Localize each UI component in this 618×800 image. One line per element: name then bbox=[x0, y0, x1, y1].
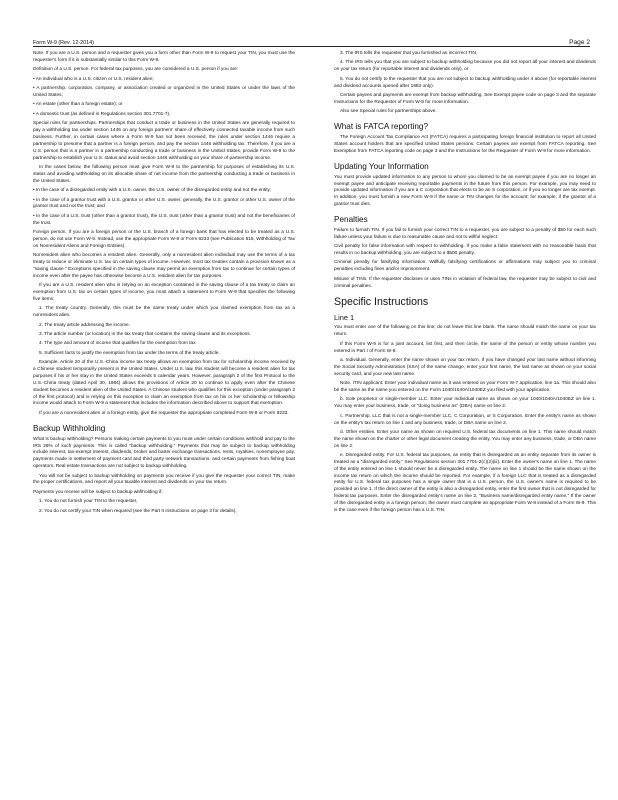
paragraph: Nonresident alien who becomes a resident alien. Generally, only a nonresident alien individual may use the terms of a tax treaty to reduce or eliminate U.S. tax on certain types of income. However, most tax treaties contain a provision known as a "saving clause." Exceptions specified in the saving clause may permit an exemption from tax to continue for certain types of income even after the payee has otherwise become a U.S. resident alien for tax purposes. bbox=[33, 253, 295, 279]
section-heading: Penalties bbox=[334, 214, 368, 224]
paragraph: Failure to furnish TIN. If you fail to furnish your correct TIN to a requester, you are subject to a penalty of $50 for each such failure unless your failure is due to reasonable cause and not to willful neglect. bbox=[334, 227, 596, 240]
paragraph: You must enter one of the following on this line; do not leave this line blank. The name should match the name on your tax return. bbox=[334, 325, 596, 338]
paragraph: b. Sole proprietor or single-member LLC. Enter your individual name as shown on your 1040/1040A/1040EZ on line 1. You may enter your business, trade, or "doing business as" (DBA) name on line 2. bbox=[334, 397, 596, 410]
paragraph: 3. The article number (or location) in the tax treaty that contains the saving clause and its exceptions. bbox=[39, 332, 251, 338]
paragraph: You will not be subject to backup withholding on payments you receive if you give the requester your correct TIN, make the proper certifications, and report all your taxable interest and dividends on your tax return. bbox=[33, 473, 295, 486]
paragraph: • A domestic trust (as defined in Regulations section 301.7701-7). bbox=[33, 111, 171, 117]
paragraph: In the cases below, the following person must give Form W-9 to the partnership for purposes of establishing its U.S. status and avoiding withholding on its allocable share of net income from the partnership conducting a trade or business in the United States. bbox=[33, 164, 295, 184]
paragraph: Payments you receive will be subject to backup withholding if: bbox=[33, 489, 163, 495]
paragraph: • In the case of a grantor trust with a U.S. grantor or other U.S. owner, generally, the U.S. grantor or other U.S. owner of the grantor trust and not the trust; and bbox=[33, 197, 295, 210]
paragraph: Civil penalty for false information with respect to withholding. If you make a false statement with no reasonable basis that results in no backup withholding, you are subject to a $500 penalty. bbox=[334, 244, 596, 256]
header-rule bbox=[33, 46, 590, 47]
section-heading: Updating Your Information bbox=[334, 161, 429, 171]
form-identifier: Form W-9 (Rev. 12-2014) bbox=[33, 40, 94, 46]
paragraph: c. Partnership, LLC that is not a single-member LLC, C Corporation, or S Corporation. Enter the entity's name as shown on the entity's tax return on line 1 and any business, trade, or DBA name on line 2. bbox=[334, 413, 596, 426]
paragraph: If this Form W-9 is for a joint account, list first, and then circle, the name of the person or entity whose number you entered in Part I of Form W-9. bbox=[334, 341, 596, 354]
paragraph: 3. The IRS tells the requester that you furnished an incorrect TIN, bbox=[340, 51, 478, 56]
section-heading: What is FATCA reporting? bbox=[334, 122, 429, 132]
paragraph: Special rules for partnerships. Partnerships that conduct a trade or business in the United States are generally required to pay a withholding tax under section 1446 on any foreign partners' share of effectively connected taxable income from such business. Further, in certain cases where a Form W-9 has not been received, the rules under section 1446 require a partnership to presume that a partner is a foreign person, and pay the section 1446 withholding tax. Therefore, if you are a U.S. person that is a partner in a partnership conducting a trade or business in the United States, provide Form W-9 to the partnership to establish your U.S. status and avoid section 1446 withholding on your share of partnership income. bbox=[33, 121, 295, 161]
paragraph: Note. If you are a U.S. person and a requester gives you a form other than Form W-9 to request your TIN, you must use the requester's form if it is substantially similar to this Form W-9. bbox=[33, 51, 295, 63]
paragraph: Foreign person. If you are a foreign person or the U.S. branch of a foreign bank that has elected to be treated as a U.S. person, do not use Form W-9. Instead, use the appropriate Form W-8 or Form 8233 (see Publication 515, Withholding of Tax on Nonresident Aliens and Foreign Entities). bbox=[33, 230, 295, 249]
section-heading: Backup Withholding bbox=[33, 423, 106, 433]
paragraph: 1. The treaty country. Generally, this must be the same treaty under which you claimed exemption from tax as a nonresident alien. bbox=[33, 306, 295, 319]
paragraph: 5. Sufficient facts to justify the exemption from tax under the terms of the treaty article. bbox=[39, 350, 220, 356]
paragraph: Misuse of TINs. If the requester discloses or uses TINs in violation of federal law, the requester may be subject to civil and criminal penalties. bbox=[334, 276, 596, 289]
paragraph: Definition of a U.S. person. For federal tax purposes, you are considered a U.S. person if you are: bbox=[33, 67, 239, 73]
paragraph: 4. The IRS tells you that you are subject to backup withholding because you did not report all your interest and dividends on your tax return (for reportable interest and dividends only), or bbox=[334, 60, 596, 73]
subsection-heading: Line 1 bbox=[334, 313, 355, 323]
paragraph: 5. You do not certify to the requester that you are not subject to backup withholding under 4 above (for reportable interest and dividend accounts opened after 1983 only). bbox=[334, 76, 596, 89]
paragraph: • An estate (other than a foreign estate); or bbox=[33, 102, 123, 108]
paragraph: Certain payees and payments are exempt from backup withholding. See Exempt payee code on page 3 and the separate Instructions for the Requester of Form W-9 for more information. bbox=[334, 93, 596, 105]
paragraph: Also see Special rules for partnerships above. bbox=[340, 109, 437, 115]
paragraph: Criminal penalty for falsifying information. Willfully falsifying certifications or affirmations may subject you to criminal penalties including fines and/or imprisonment. bbox=[334, 260, 596, 273]
paragraph: 1. You do not furnish your TIN to the requester, bbox=[39, 499, 138, 505]
section-heading: Specific Instructions bbox=[334, 296, 429, 309]
paragraph: a. Individual. Generally, enter the name shown on your tax return. If you have changed your last name without informing the Social Security Administration (SSA) of the name change, enter your first name, the last name as shown on your social security card, and your new last name. bbox=[334, 357, 596, 377]
paragraph: The Foreign Account Tax Compliance Act (FATCA) requires a participating foreign financial institution to report all United States account holders that are specified United States persons. Certain payees are exempt from FATCA reporting. See Exemption from FATCA reporting code on page 3 and the Instructions for the Requester of Form W-9 for more information. bbox=[334, 135, 596, 154]
paragraph: If you are a U.S. resident alien who is relying on an exception contained in the saving clause of a tax treaty to claim an exemption from U.S. tax on certain types of income, you must attach a statement to Form W-9 that specifies the following five items: bbox=[33, 283, 295, 302]
paragraph: If you are a nonresident alien or a foreign entity, give the requester the appropriate completed Form W-8 or Form 8233. bbox=[39, 410, 289, 416]
page-header bbox=[33, 34, 590, 46]
paragraph: Note. ITIN applicant: Enter your individual name as it was entered on your Form W-7 application, line 1a. This should also be the same as the name you entered on the Form 1040/1040A/1040EZ you filed with your application. bbox=[334, 381, 596, 393]
right-column bbox=[334, 51, 596, 517]
paragraph: • In the case of a disregarded entity with a U.S. owner, the U.S. owner of the disregarded entity and not the entity; bbox=[33, 188, 272, 194]
paragraph: Example. Article 20 of the U.S.-China income tax treaty allows an exemption from tax for scholarship income received by a Chinese student temporarily present in the United States. Under U.S. law, this student will become a resident alien for tax purposes if his or her stay in the United States exceeds 5 calendar years. However, paragraph 2 of the first Protocol to the U.S.-China treaty (dated April 30, 1984) allows the provisions of Article 20 to continue to apply even after the Chinese student becomes a resident alien of the United States. A Chinese student who qualifies for this exception (under paragraph 2 of the first protocol) and is relying on this exception to claim an exemption from tax on his or her scholarship or fellowship income would attach to Form W-9 a statement that includes the information described above to support that exemption. bbox=[33, 360, 295, 407]
page-number: Page 2 bbox=[569, 39, 590, 46]
paragraph: • An individual who is a U.S. citizen or U.S. resident alien; bbox=[33, 76, 154, 82]
left-column bbox=[33, 51, 295, 518]
paragraph: What is backup withholding? Persons making certain payments to you must under certain conditions withhold and pay to the IRS 28% of such payments. This is called "backup withholding." Payments that may be subject to backup withholding include interest, tax-exempt interest, dividends, broker and barter exchange transactions, rents, royalties, nonemployee pay, payments made in settlement of payment card and third party network transactions, and certain payments from fishing boat operators. Real estate transactions are not subject to backup withholding. bbox=[33, 436, 295, 470]
paragraph: • A partnership, corporation, company, or association created or organized in the United States or under the laws of the United States; bbox=[33, 86, 295, 98]
paragraph: d. Other entities. Enter your name as shown on required U.S. federal tax documents on line 1. This name should match the name shown on the charter or other legal document creating the entity. You may enter any business, trade, or DBA name on line 2. bbox=[334, 429, 596, 449]
paragraph: 2. You do not certify your TIN when required (see the Part II instructions on page 3 for details), bbox=[39, 508, 237, 514]
paragraph: You must provide updated information to any person to whom you claimed to be an exempt payee if you are no longer an exempt payee and anticipate receiving reportable payments in the future from this person. For example, you may need to provide updated information if you are a C corporation that elects to be an S corporation, or if you no longer are tax exempt. In addition, you must furnish a new Form W-9 if the name or TIN changes for the account; for example, if the grantor of a grantor trust dies. bbox=[334, 174, 596, 208]
paragraph: 4. The type and amount of income that qualifies for the exemption from tax. bbox=[39, 341, 197, 347]
paragraph: • In the case of a U.S. trust (other than a grantor trust), the U.S. trust (other than a grantor trust) and not the beneficiaries of the trust. bbox=[33, 213, 295, 226]
paragraph: e. Disregarded entity. For U.S. federal tax purposes, an entity that is disregarded as an entity separate from its owner is treated as a "disregarded entity." See Regulations section 301.7701-2(c)(2)(iii). Enter the owner's name on line 1. The name of the entity entered on line 1 should never be a disregarded entity. The name on line 1 should be the name shown on the income tax return on which the income should be reported. For example, if a foreign LLC that is treated as a disregarded entity for U.S. federal tax purposes has a single owner that is a U.S. person, the U.S. owner's name is required to be provided on line 1. If the direct owner of the entity is also a disregarded entity, enter the first owner that is not disregarded for federal tax purposes. Enter the disregarded entity's name on line 2, "Business name/disregarded entity name." If the owner of the disregarded entity is a foreign person, the owner must complete an appropriate Form W-8 instead of a Form W-9. This is the case even if the foreign person has a U.S. TIN. bbox=[334, 453, 596, 513]
paragraph: 2. The treaty article addressing the income. bbox=[39, 322, 131, 328]
